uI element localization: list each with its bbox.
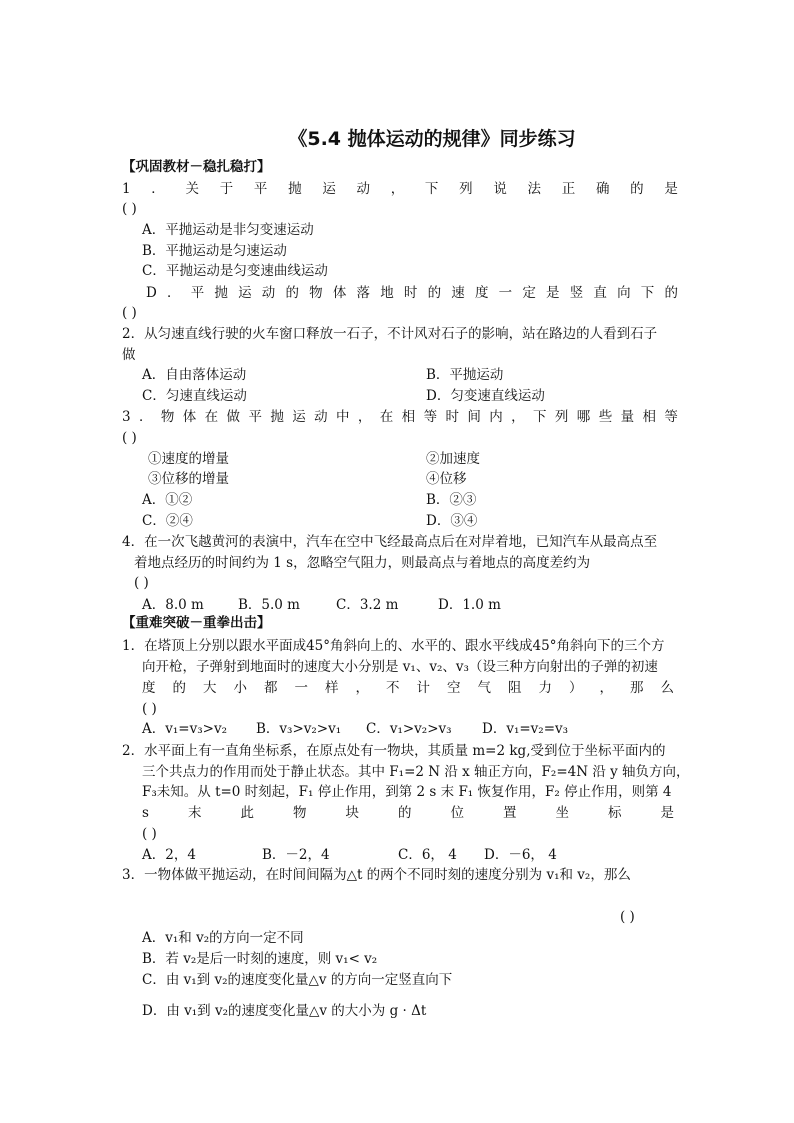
justified-char: 的: [427, 285, 442, 301]
justified-char: 运: [238, 285, 252, 301]
justified-char: 体: [332, 285, 347, 301]
justified-char: 做: [226, 409, 241, 425]
justified-char: ，: [357, 409, 372, 425]
justified-char: 平: [253, 181, 268, 197]
justified-char: 体: [182, 409, 197, 425]
s2-q1-option-c: C．v₁>v₂>v₃: [366, 721, 452, 737]
q4-option-b: B．5.0 m: [238, 597, 300, 613]
justified-char: 相: [642, 409, 656, 425]
s2-q1-stem: 1．在塔顶上分别以跟水平面成45°角斜向上的、水平的、跟水平线成45°角斜向下的三个方: [122, 638, 665, 654]
justified-char: ，: [355, 680, 369, 696]
justified-char: 小: [233, 680, 247, 696]
s2-q2-answer-paren: ( ): [142, 826, 157, 842]
justified-char: 么: [660, 680, 674, 696]
justified-char: 定: [522, 285, 536, 301]
justified-char: 度: [474, 285, 489, 301]
justified-char: 物: [160, 409, 175, 425]
justified-char: 运: [322, 181, 336, 197]
q3-stem: [122, 408, 678, 426]
q4-option-d: D．1.0 m: [438, 597, 501, 613]
q2-option-a: A．自由落体运动: [142, 367, 247, 383]
s2-q1-option-b: B．v₃>v₂>v₁: [256, 721, 342, 737]
justified-char: ）: [569, 680, 583, 696]
justified-char: 关: [185, 181, 199, 197]
section-heading-breakthrough: 【重难突破－重拳出击】: [122, 615, 271, 631]
justified-char: 样: [325, 680, 339, 696]
justified-char: 末: [187, 805, 202, 821]
s2-q3-option-c: C．由 v₁到 v₂的速度变化量△v 的方向一定竖直向下: [142, 972, 453, 988]
q3-item-4: ④位移: [426, 471, 467, 487]
justified-char: 是: [660, 805, 674, 821]
q3-item-3: ③位移的增量: [148, 471, 229, 487]
justified-char: 那: [630, 680, 644, 696]
justified-char: 下: [424, 181, 439, 197]
q1-answer-paren: ( ): [122, 201, 137, 217]
justified-char: 坐: [555, 805, 569, 821]
justified-char: 是: [546, 285, 560, 301]
justified-char: 平: [248, 409, 262, 425]
s2-q3-stem: 3．一物体做平抛运动，在时间间隔为△t 的两个不同时刻的速度分别为 v₁和 v₂，那么: [122, 867, 631, 883]
q4-stem: 4．在一次飞越黄河的表演中，汽车在空中飞经最高点后在对岸着地，已知汽车从最高点至: [122, 534, 658, 550]
justified-char: ，: [511, 409, 525, 425]
justified-char: 块: [345, 805, 359, 821]
justified-char: 列: [554, 409, 569, 425]
justified-char: 抛: [270, 409, 284, 425]
justified-char: 一: [498, 285, 513, 301]
justified-char: ．: [167, 285, 181, 301]
justified-char: 下: [533, 409, 547, 425]
justified-char: 气: [477, 680, 491, 696]
justified-char: ，: [599, 680, 613, 696]
justified-char: 时: [403, 285, 418, 301]
q3-option-a: A．①②: [142, 492, 193, 508]
s2-q1-option-a: A．v₁=v₃>v₂: [142, 721, 227, 737]
s2-q1-answer-paren: ( ): [142, 701, 157, 717]
s2-q2-option-b: B．－2，4: [262, 847, 330, 863]
justified-char: 的: [172, 680, 186, 696]
justified-char: 等: [664, 409, 678, 425]
s2-q3-option-a: A．v₁和 v₂的方向一定不同: [142, 930, 304, 946]
q1-option-d-paren: ( ): [122, 305, 137, 321]
justified-char: 计: [416, 680, 430, 696]
q1-option-c: C．平抛运动是匀变速曲线运动: [142, 263, 328, 279]
justified-char: 相: [401, 409, 416, 425]
justified-char: 些: [598, 409, 613, 425]
s2-q2-option-d: D．－6， 4: [484, 847, 557, 863]
q1-option-b: B．平抛运动是匀速运动: [142, 243, 287, 259]
justified-char: 确: [595, 181, 610, 197]
justified-char: 在: [379, 409, 394, 425]
s2-q2-option-c: C．6， 4: [398, 847, 457, 863]
justified-char: 是: [664, 181, 678, 197]
justified-char: 动: [261, 285, 276, 301]
justified-char: 的: [630, 181, 644, 197]
q1-option-a: A．平抛运动是非匀变速运动: [142, 222, 314, 238]
justified-char: 大: [203, 680, 217, 696]
q4-stem-cont: 着地点经历的时间约为 1 s，忽略空气阻力，则最高点与着地点的高度差约为: [134, 555, 591, 571]
q3-option-b: B．②③: [426, 492, 477, 508]
q4-answer-paren: ( ): [134, 575, 149, 591]
justified-char: 量: [620, 409, 635, 425]
justified-char: 间: [467, 409, 481, 425]
q1-option-d: [146, 284, 678, 302]
justified-char: 运: [292, 409, 306, 425]
q3-item-1: ①速度的增量: [148, 451, 229, 467]
justified-char: 正: [561, 181, 576, 197]
justified-char: 哪: [576, 409, 591, 425]
justified-char: 时: [445, 409, 459, 425]
justified-char: 说: [493, 181, 507, 197]
justified-char: 法: [527, 181, 542, 197]
justified-char: s: [142, 805, 149, 821]
q3-answer-paren: ( ): [122, 430, 137, 446]
justified-char: ，: [390, 181, 405, 197]
s2-q3-option-b: B．若 v₂是后一时刻的速度，则 v₁< v₂: [142, 951, 378, 967]
s2-q3-option-d: D．由 v₁到 v₂的速度变化量△v 的大小为 g · Δt: [142, 1003, 427, 1019]
justified-char: 速: [451, 285, 465, 301]
justified-char: 位: [450, 805, 464, 821]
justified-char: 的: [397, 805, 412, 821]
justified-char: 阻: [508, 680, 522, 696]
justified-char: 落: [356, 285, 371, 301]
q1-stem: [122, 180, 678, 198]
section-heading-consolidate: 【巩固教材－稳扎稳打】: [122, 159, 271, 175]
justified-char: 1: [122, 181, 131, 197]
q3-option-c: C．②④: [142, 513, 193, 529]
page-title: 《5.4 抛体运动的规律》同步练习: [288, 128, 576, 150]
justified-char: 动: [356, 181, 371, 197]
q2-option-c: C．匀速直线运动: [142, 388, 247, 404]
s2-q2-stem: 2．水平面上有一直角坐标系，在原点处有一物块，其质量 m=2 kg,受到位于坐标平面内的: [122, 743, 666, 759]
justified-char: 都: [264, 680, 278, 696]
justified-char: 一: [294, 680, 308, 696]
justified-char: 空: [447, 680, 461, 696]
justified-char: 不: [386, 680, 400, 696]
justified-char: 竖: [569, 285, 584, 301]
justified-char: 等: [423, 409, 438, 425]
q4-option-a: A．8.0 m: [142, 597, 204, 613]
q3-option-d: D．③④: [426, 513, 478, 529]
justified-char: 内: [489, 409, 503, 425]
s2-q2-stem-cont2: F₃未知。从 t=0 时刻起，F₁ 停止作用，到第 2 s 末 F₁ 恢复作用，F₂ 停止作用，则第 4: [142, 784, 672, 800]
justified-char: ．: [138, 409, 153, 425]
justified-char: 物: [309, 285, 323, 301]
s2-q2-option-a: A．2，4: [142, 847, 196, 863]
q2-stem: 2．从匀速直线行驶的火车窗口释放一石子，不计风对石子的影响，站在路边的人看到石子: [122, 326, 658, 342]
q3-item-2: ②加速度: [426, 451, 480, 467]
s2-q1-option-d: D．v₁=v₂=v₃: [482, 721, 569, 737]
q4-option-c: C．3.2 m: [336, 597, 399, 613]
justified-char: 向: [617, 285, 631, 301]
justified-char: 的: [285, 285, 299, 301]
justified-char: 地: [380, 285, 394, 301]
justified-char: 的: [664, 285, 678, 301]
justified-char: 标: [607, 805, 622, 821]
justified-char: D: [146, 285, 157, 301]
justified-char: 置: [502, 805, 517, 821]
justified-char: 抛: [214, 285, 228, 301]
justified-char: 动: [314, 409, 328, 425]
s2-q1-stem-cont2: [142, 679, 674, 697]
justified-char: 直: [593, 285, 607, 301]
justified-char: 抛: [288, 181, 302, 197]
justified-char: ．: [151, 181, 165, 197]
justified-char: 于: [219, 181, 234, 197]
justified-char: 列: [459, 181, 473, 197]
s2-q3-answer-paren: ( ): [620, 909, 635, 925]
justified-char: 3: [122, 409, 131, 425]
s2-q1-stem-cont: 向开枪，子弹射到地面时的速度大小分别是 v₁、v₂、v₃（设三种方向射出的子弹的初速: [142, 659, 658, 675]
justified-char: 物: [292, 805, 307, 821]
justified-char: 中: [336, 409, 350, 425]
q2-option-b: B．平抛运动: [426, 367, 504, 383]
s2-q2-stem-cont3: [142, 804, 674, 822]
justified-char: 平: [190, 285, 205, 301]
q2-option-d: D．匀变速直线运动: [426, 388, 545, 404]
q2-stem-cont: 做: [122, 347, 136, 363]
justified-char: 度: [142, 680, 156, 696]
justified-char: 在: [204, 409, 219, 425]
justified-char: 力: [538, 680, 552, 696]
s2-q2-stem-cont: 三个共点力的作用而处于静止状态。其中 F₁=2 N 沿 x 轴正方向，F₂=4N 沿 y 轴负方向，: [142, 764, 690, 780]
justified-char: 此: [240, 805, 254, 821]
justified-char: 下: [640, 285, 655, 301]
